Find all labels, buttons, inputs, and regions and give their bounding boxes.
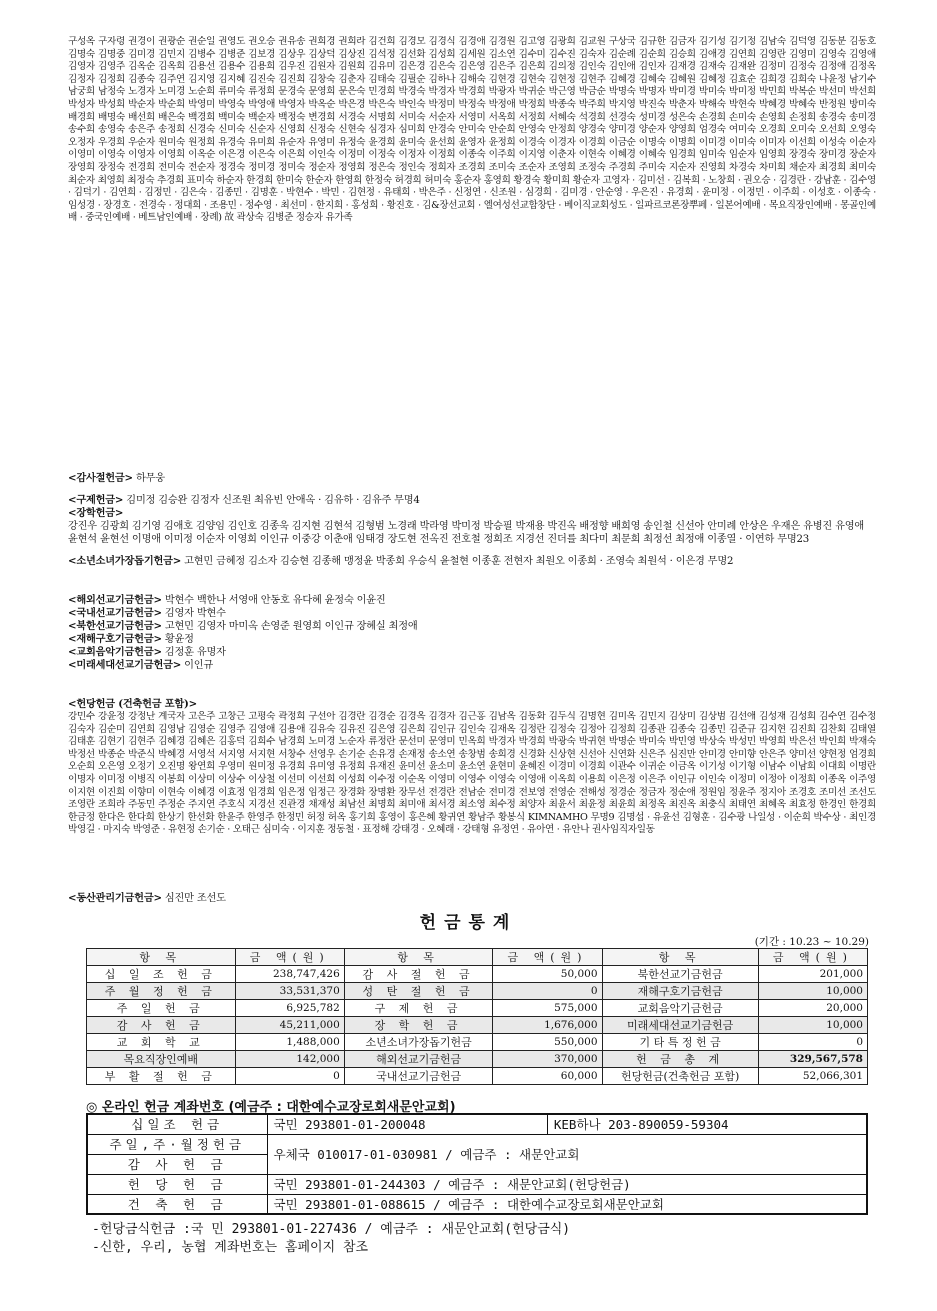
item-amount: 142,000	[235, 1051, 344, 1068]
item-label: 장 학 헌 금	[344, 1017, 493, 1034]
item-label: 해외선교기금헌금	[344, 1051, 493, 1068]
section-names: 김정훈 유명자	[164, 647, 226, 658]
item-amount: 45,211,000	[235, 1017, 344, 1034]
item-label: 헌당헌금(건축헌금 포함)	[602, 1068, 758, 1085]
table-row	[87, 1068, 868, 1085]
item-amount: 0	[758, 1034, 867, 1051]
item-label: 십 일 조 헌 금	[87, 966, 236, 983]
section-label: <북한선교기금헌금>	[68, 620, 162, 632]
header-cell: 항 목	[344, 949, 493, 966]
section-overseas	[68, 594, 876, 607]
account-label: 주일,주·월정헌금	[87, 1134, 267, 1154]
total-amount: 329,567,578	[758, 1051, 867, 1068]
item-label: 교 회 학 교	[87, 1034, 236, 1051]
section-names: 김영자 박현수	[164, 608, 226, 619]
item-label: 북한선교기금헌금	[602, 966, 758, 983]
item-amount: 10,000	[758, 983, 867, 1000]
account-row	[87, 1114, 867, 1134]
item-amount: 0	[493, 983, 602, 1000]
section-thanks	[68, 472, 876, 485]
header-cell: 항 목	[87, 949, 236, 966]
header-cell: 금 액(원)	[493, 949, 602, 966]
section-label: <교회음악기금헌금>	[68, 646, 162, 658]
section-building	[68, 698, 876, 711]
section-names: 강진우 김광희 김기영 김애호 김양임 김인호 김종욱 김지현 김현석 김형범 노경래 박라영 박미정 박승필 박재용 박진옥 배정향 배희영 송인철 신선아 안미례 안상은 우재은 유병진 유영애 윤현석 윤현선 이명애 이미정 이순자 이영희 이인규 이중강 이춘애 임태경 장도현 전옥진 전호철 정희조 지경선 진더를 최다미 최문희 최정선 최정애 이종열 · 이연하 무명23	[68, 521, 864, 545]
section-label: <미래세대선교기금헌금>	[68, 659, 182, 671]
stats-title: 헌금통계	[419, 913, 518, 933]
table-row	[87, 1051, 868, 1068]
item-amount: 201,000	[758, 966, 867, 983]
item-label: 국내선교기금헌금	[344, 1068, 493, 1085]
total-label: 헌 금 총 계	[602, 1051, 758, 1068]
table-row	[87, 983, 868, 1000]
account-number: 국민 293801-01-200048	[267, 1114, 547, 1134]
item-amount: 10,000	[758, 1017, 867, 1034]
item-label: 부 활 절 헌 금	[87, 1068, 236, 1085]
account-label: 건 축 헌 금	[87, 1194, 267, 1214]
section-nk	[68, 620, 876, 633]
item-label: 주 월 정 헌 금	[87, 983, 236, 1000]
online-accounts-title: ◎ 온라인 헌금 계좌번호 (예금주 : 대한예수교장로회새문안교회)	[86, 1100, 456, 1115]
account-number: 국민 293801-01-244303 / 예금주 : 새문안교회(헌당헌금)	[267, 1174, 867, 1194]
account-number-alt: KEB하나 203-890059-59304	[547, 1114, 867, 1134]
offering-stats-table	[86, 948, 868, 1085]
section-names: 하무웅	[135, 473, 165, 484]
section-domestic	[68, 607, 876, 620]
account-number: 국민 293801-01-088615 / 예금주 : 대한예수교장로회새문안교회	[267, 1194, 867, 1214]
account-row	[87, 1134, 867, 1154]
section-facility	[68, 892, 876, 905]
table-row	[87, 1034, 868, 1051]
table-row	[87, 966, 868, 983]
account-label: 십일조 헌금	[87, 1114, 267, 1134]
item-amount: 6,925,782	[235, 1000, 344, 1017]
section-names: 심진만 조선도	[164, 893, 226, 904]
section-names: 고현민 김영자 마미옥 손영준 원영희 이인규 장혜실 최정애	[164, 621, 418, 632]
item-amount: 33,531,370	[235, 983, 344, 1000]
section-label: <소년소녀가장돕기헌금>	[68, 555, 182, 567]
section-names: 황윤정	[164, 634, 194, 645]
section-youth	[68, 555, 876, 583]
stats-period: (기간 : 10.23 ~ 10.29)	[754, 936, 869, 948]
section-label: <해외선교기금헌금>	[68, 594, 162, 606]
section-names: 박현수 백한나 서영애 안동호 유다혜 윤정숙 이윤진	[164, 595, 386, 606]
section-label: <헌당헌금 (건축헌금 포함)>	[68, 698, 198, 710]
item-label: 미래세대선교기금헌금	[602, 1017, 758, 1034]
account-row	[87, 1194, 867, 1214]
donor-list-building: 강민수 강윤정 강정난 계국자 고은주 고창근 고평숙 곽정희 구선아 김경란 김경순 김경옥 김경자 김근홍 김남옥 김동화 김두식 김명현 김미옥 김민지 김상미 김상범 김선애 김성재 김성희 김수연 김수정 김숙자 김순미 김연희 김영남 김영순 김영주 김영애 김용애 김유숙 김유진 김은영 김은희 김인규 김인숙 김재옥 김정란 김정숙 김정아 김정희 김종관 김종숙 김종민 김준규 김지현 김진희 김찬회 김태열 김태훈 김현기 김현주 김혜경 김혜은 김홍덕 김희수 남경희 노미경 노순자 류정란 문선미 문영미 민옥희 박경자 박경희 박광숙 박귀현 박명순 박미숙 박민영 박상숙 박성민 박영희 박은선 박인희 박재숙 박정선 박종순 박준식 박혜경 서영석 서지영 서지현 서창수 선영우 손기순 손유경 손재정 송소연 송창범 송희경 신경화 신상현 신선아 신연화 신은주 심진만 안미경 안미향 안은주 양미선 양현정 엄경희 오순희 오은영 오정기 오진명 왕연희 우영미 원미정 유경희 유미영 유정희 유재진 윤미선 윤소미 윤소연 윤현미 윤혜진 이경미 이경희 이관수 이귀순 이금옥 이기성 이기형 이남수 이남희 이대희 이명란 이명자 이미정 이병직 이봉희 이상미 이상수 이상철 이선미 이선희 이성희 이수정 이순옥 이영미 이영수 이영숙 이영애 이옥희 이용희 이은정 이은주 이인규 이인숙 이정미 이정아 이정희 이종옥 이주영 이지현 이진희 이향미 이현숙 이혜경 이효정 임경희 임은정 임정근 장경화 장명환 장무선 전경란 전남순 전미경 전보영 전영순 전해성 정경순 정금자 정순애 정원임 정윤주 정지아 조경호 조미선 조선도 조영란 조희라 주동민 주정순 주지연 주호식 지경선 진관경 채재성 최남선 최명희 최미애 최서경 최소영 최수정 최양자 최윤서 최윤정 최윤희 최정옥 최진옥 최충식 최태연 최혜옥 최효정 한경인 한경희 한금정 한다은 한다희 한상기 한선화 한윤주 한영주 한정민 허정 허옥 홍기희 홍영이 홍은혜 황귀연 황남주 황봉식 KIMNAMHO 무명9 김명섭 · 유윤선 김형훈 · 김수광 나일성 · 이순희 박수상 · 최인경 박영길 · 마지숙 박영준 · 유현정 손기순 · 오태근 심미숙 · 이지훈 정동철 · 표정해 강태경 · 오혜래 · 강태형 유정연 · 유아연 · 유안나 권사임직자일동	[68, 711, 876, 836]
item-amount: 50,000	[493, 966, 602, 983]
item-amount: 1,488,000	[235, 1034, 344, 1051]
account-number: 우체국 010017-01-030981 / 예금주 : 새문안교회	[267, 1134, 867, 1174]
fasting-account-note: -헌당금식헌금 :국 민 293801-01-227436 / 예금주 : 새문안교회(헌당금식)	[92, 1222, 571, 1237]
section-label: <구제헌금>	[68, 494, 124, 506]
item-label: 소년소녀가장돕기헌금	[344, 1034, 493, 1051]
item-label: 성 탄 절 헌 금	[344, 983, 493, 1000]
item-amount: 60,000	[493, 1068, 602, 1085]
section-nextgen	[68, 659, 876, 672]
item-amount: 52,066,301	[758, 1068, 867, 1085]
account-row	[87, 1174, 867, 1194]
section-music	[68, 646, 876, 659]
account-label: 감 사 헌 금	[87, 1154, 267, 1174]
section-disaster	[68, 633, 876, 646]
item-label: 기 타 특 정 헌 금	[602, 1034, 758, 1051]
item-amount: 370,000	[493, 1051, 602, 1068]
section-names: 김미정 김승완 김정자 신조원 최유빈 안애옥 · 김유하 · 김유주 무명4	[126, 495, 420, 506]
section-label: <국내선교기금헌금>	[68, 607, 162, 619]
section-label: <감사절헌금>	[68, 472, 133, 484]
other-banks-note: -신한, 우리, 농협 계좌번호는 홈페이지 참조	[92, 1240, 369, 1255]
account-label: 헌 당 헌 금	[87, 1174, 267, 1194]
item-amount: 575,000	[493, 1000, 602, 1017]
header-cell: 금 액(원)	[758, 949, 867, 966]
item-label: 구 제 헌 금	[344, 1000, 493, 1017]
item-label: 주 일 헌 금	[87, 1000, 236, 1017]
section-label: <재해구호기금헌금>	[68, 633, 162, 645]
item-label: 감 사 헌 금	[87, 1017, 236, 1034]
section-names: 고현민 금혜정 김소자 김승현 김종해 맹정윤 박종희 우승식 윤철현 이종훈 전현자 최원오 이종희 · 조영숙 최원석 · 이은경 무명2	[184, 556, 734, 567]
table-row	[87, 1000, 868, 1017]
donor-list-main: 구성옥 구자령 권경이 권광순 권순일 권영도 권오승 권유송 권희경 권희라 김건희 김경모 김경식 김경애 김경원 김고영 김광희 김교원 구상국 김규한 김금자 김기성 김기정 김남숙 김덕영 김동분 김동호 김명숙 김명중 김미경 김민지 김병수 김병준 김보경 김상우 김상덕 김상진 김석정 김선화 김성희 김세원 김소연 김수미 김수진 김숙자 김순례 김순희 김승희 김애경 김연희 김영란 김영미 김영숙 김영애 김영자 김영주 김옥순 김옥희 김용선 김용수 김용희 김우진 김원자 김원희 김유미 김은경 김은숙 김은영 김은주 김은희 김의정 김인숙 김인애 김인자 김재경 김재숙 김재완 김정미 김정숙 김정애 김정옥 김정자 김정희 김종숙 김주연 김지영 김지혜 김진숙 김진희 김창숙 김춘자 김태숙 김필순 김하나 김해숙 김현경 김현숙 김현정 김현주 김혜경 김혜숙 김혜원 김혜정 김효순 김희경 김희숙 나윤정 남기수 남궁희 남정숙 노경자 노미경 노순희 류미숙 류정희 문경숙 문영희 문은숙 민경희 박경숙 박경자 박경희 박광자 박귀순 박근영 박금순 박명숙 박명자 박미경 박미숙 박미정 박민희 박복순 박선미 박선희 박성자 박성희 박순자 박순희 박영미 박영숙 박영애 박영자 박옥순 박은경 박은숙 박인숙 박정미 박정숙 박정애 박정희 박종숙 박주희 박지영 박진숙 박춘자 박해숙 박현숙 박혜경 박혜숙 반정원 방미숙 배경희 배명숙 배선희 배은숙 백경희 백미숙 백순자 백정숙 변경희 서경숙 서명희 서미숙 서순자 서영미 서옥희 서정희 서혜숙 석경희 선경숙 성미경 성은숙 손경희 손미숙 손영희 손정희 송경숙 송미경 송수희 송영숙 송은주 송정희 신경숙 신미숙 신순자 신영희 신정숙 신현숙 심경자 심미희 안경숙 안미숙 안순희 안영숙 안정희 양경숙 양미경 양순자 양영희 엄경숙 여미숙 오경희 오미숙 오선희 오영숙 오정자 우경희 우순자 원미숙 원정희 유경숙 유미희 유순자 유영미 유정숙 윤경희 윤미숙 윤선희 윤영자 윤정희 이경숙 이경자 이경희 이금순 이명숙 이명희 이미경 이미숙 이미자 이선희 이성숙 이순자 이영미 이영숙 이영자 이영희 이옥순 이은경 이은숙 이은희 이인숙 이정미 이정숙 이정자 이정희 이종숙 이주희 이지영 이춘자 이현숙 이혜경 이혜숙 임경희 임미숙 임순자 임영희 장경숙 장미경 장순자 장영희 장정숙 전경희 전미숙 전순자 정경숙 정미경 정미숙 정순자 정영희 정은숙 정인숙 정희자 조경희 조미숙 조순자 조영희 조정숙 주경희 주미숙 지순자 진영희 차경숙 차미희 채순자 최경희 최미숙 최순자 최영희 최정숙 추경희 표미숙 하순자 한경희 한미숙 한순자 한영희 한정숙 허경희 허미숙 홍순자 홍영희 황경숙 황미희 황순자 고영자 · 김미선 · 김복희 · 노창희 · 권오승 · 김경란 · 강남훈 · 김수영 · 김덕기 · 김연희 · 김정민 · 김은숙 · 김종민 · 김명훈 · 박현수 · 박민 · 김현정 · 유태희 · 박은주 · 신정연 · 신조원 · 심경희 · 김미경 · 안순영 · 우은진 · 유경희 · 윤미정 · 이정민 · 이주희 · 이성호 · 이종숙 · 임성경 · 장경호 · 전경숙 · 정대희 · 조용민 · 정수영 · 최선미 · 한지희 · 홍성희 · 황진호 · 김&장선교회 · 엘여성선교합창단 · 베이직교회성도 · 일파르코론장뿌페 · 일본어예배 · 목요직장인예배 · 몽골인예배 · 중국인예배 · 베트남인예배 · 장례) 故 곽상숙 김병준 정승자 유가족	[68, 36, 876, 224]
table-row	[87, 1017, 868, 1034]
item-label: 감 사 절 헌 금	[344, 966, 493, 983]
item-label: 목요직장인예배	[87, 1051, 236, 1068]
stats-header-row	[87, 949, 868, 966]
header-cell: 항 목	[602, 949, 758, 966]
item-amount: 1,676,000	[493, 1017, 602, 1034]
header-cell: 금 액(원)	[235, 949, 344, 966]
section-scholarship	[68, 507, 876, 549]
section-label: <장학헌금>	[68, 507, 124, 519]
item-amount: 0	[235, 1068, 344, 1085]
item-label: 재해구호기금헌금	[602, 983, 758, 1000]
item-amount: 238,747,426	[235, 966, 344, 983]
item-label: 교회음악기금헌금	[602, 1000, 758, 1017]
online-accounts-table	[86, 1113, 868, 1215]
item-amount: 20,000	[758, 1000, 867, 1017]
section-names: 이인규	[184, 660, 214, 671]
section-relief	[68, 494, 876, 507]
item-amount: 550,000	[493, 1034, 602, 1051]
section-label: <동산관리기금헌금>	[68, 892, 162, 904]
